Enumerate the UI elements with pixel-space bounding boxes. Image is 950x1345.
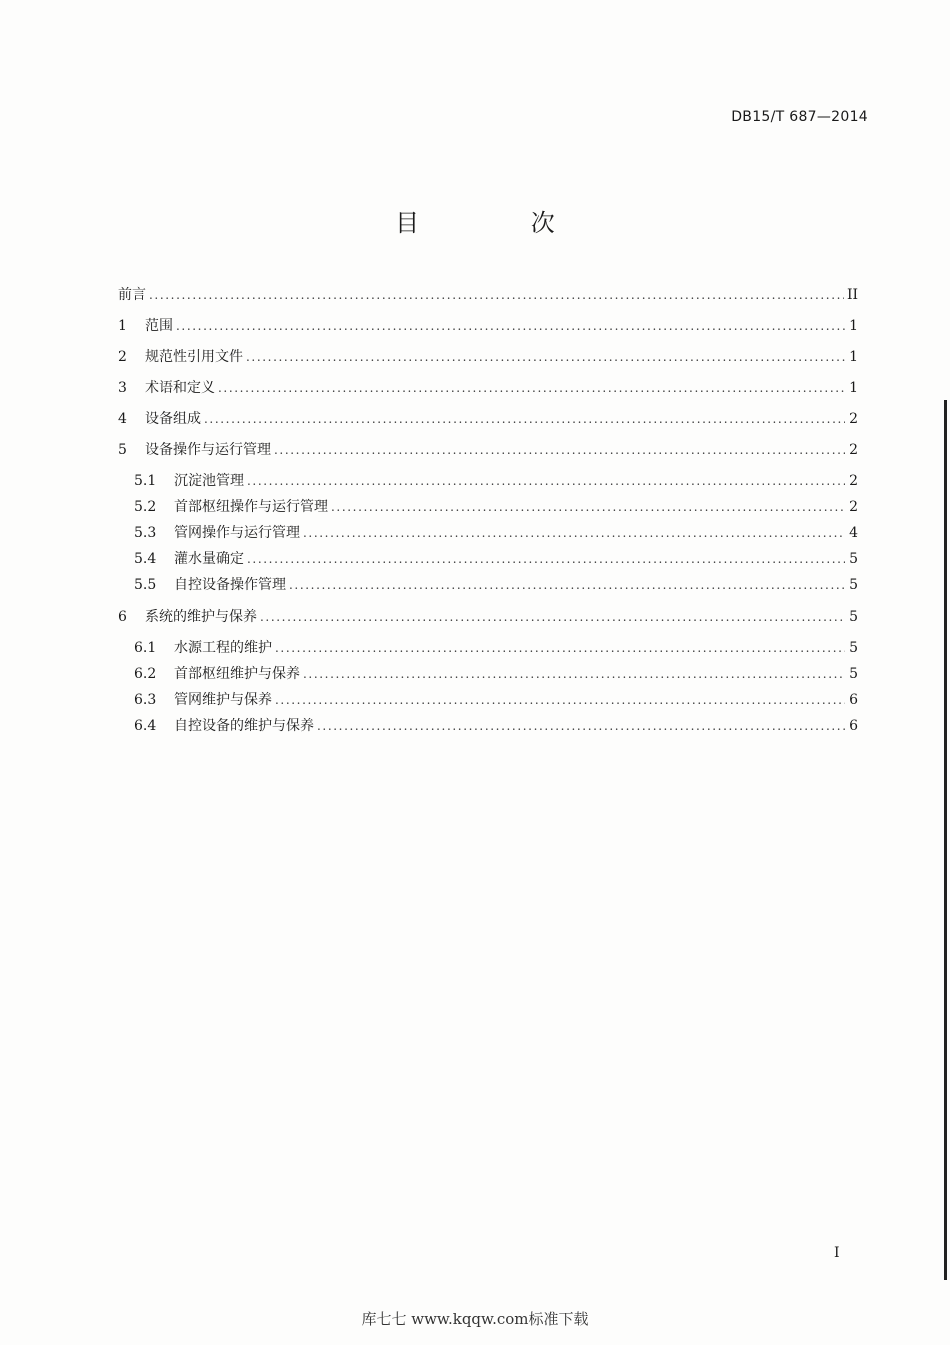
toc-entry-number: 1 (118, 318, 127, 334)
standard-code: DB15/T 687—2014 (731, 109, 868, 125)
toc-entry-number: 5.4 (134, 551, 157, 567)
toc-entry-label: 范围 (145, 318, 173, 334)
toc-entry-number: 5.3 (134, 525, 157, 541)
page-title: 目 次 (395, 209, 607, 237)
toc-leader-dots (289, 578, 845, 592)
toc-entry-page: 1 (849, 380, 858, 396)
watermark-text: 库七七 www.kqqw.com标准下载 (361, 1310, 589, 1328)
toc-leader-dots (303, 526, 845, 540)
toc-entry-label: 管网维护与保养 (174, 692, 272, 708)
toc-leader-dots (331, 500, 845, 514)
toc-entry-number: 4 (118, 411, 127, 427)
toc-entry-5-5[interactable] (134, 574, 858, 594)
toc-entry-number: 2 (118, 349, 127, 365)
toc-entry-number: 5.2 (134, 499, 157, 515)
toc-entry-page: 2 (849, 499, 858, 515)
toc-leader-dots (317, 719, 845, 733)
toc-entry-6-4[interactable] (134, 715, 858, 735)
toc-entry-5-3[interactable] (134, 522, 858, 542)
toc-entry-6-1[interactable] (134, 637, 858, 657)
toc-entry-6-3[interactable] (134, 689, 858, 709)
toc-entry-6-2[interactable] (134, 663, 858, 683)
toc-leader-dots (274, 443, 845, 457)
toc-entry-label: 规范性引用文件 (145, 349, 243, 365)
toc-entry-label: 设备组成 (145, 411, 201, 427)
toc-entry-label: 水源工程的维护 (174, 640, 272, 656)
toc-leader-dots (247, 474, 845, 488)
toc-entry-label: 术语和定义 (145, 380, 215, 396)
toc-entry-4[interactable] (118, 408, 858, 428)
toc-leader-dots (176, 319, 845, 333)
toc-entry-page: 5 (849, 609, 858, 625)
toc-entry-page: 2 (849, 473, 858, 489)
toc-entry-page: 5 (849, 666, 858, 682)
toc-entry-page: 6 (849, 718, 858, 734)
toc-entry-5[interactable] (118, 439, 858, 459)
toc-entry-number: 6.1 (134, 640, 157, 656)
toc-leader-dots (246, 350, 845, 364)
toc-entry-label: 首部枢纽维护与保养 (174, 666, 300, 682)
toc-leader-dots (260, 610, 845, 624)
toc-entry-label: 前言 (118, 287, 146, 303)
toc-entry-label: 设备操作与运行管理 (145, 442, 271, 458)
toc-leader-dots (149, 288, 844, 302)
toc-entry-number: 3 (118, 380, 127, 396)
toc-entry-page: 5 (849, 551, 858, 567)
toc-entry-label: 自控设备的维护与保养 (174, 718, 314, 734)
toc-entry-number: 6.4 (134, 718, 157, 734)
toc-entry-5-1[interactable] (134, 470, 858, 490)
toc-leader-dots (247, 552, 845, 566)
toc-entry-6[interactable] (118, 606, 858, 626)
toc-entry-page: 2 (849, 442, 858, 458)
toc-leader-dots (218, 381, 845, 395)
toc-entry-number: 6 (118, 609, 127, 625)
toc-entry-page: 5 (849, 577, 858, 593)
toc-entry-label: 首部枢纽操作与运行管理 (174, 499, 328, 515)
toc-entry-label: 系统的维护与保养 (145, 609, 257, 625)
toc-entry-1[interactable] (118, 315, 858, 335)
toc-entry-number: 5 (118, 442, 127, 458)
toc-leader-dots (303, 667, 845, 681)
toc-entry-3[interactable] (118, 377, 858, 397)
toc-entry-5-4[interactable] (134, 548, 858, 568)
page-folio: I (834, 1245, 840, 1261)
toc-entry-number: 5.5 (134, 577, 157, 593)
toc-entry-page: II (846, 287, 858, 303)
toc-entry-number: 5.1 (134, 473, 157, 489)
toc-entry-page: 6 (849, 692, 858, 708)
toc-entry-label: 管网操作与运行管理 (174, 525, 300, 541)
toc-entry-label: 沉淀池管理 (174, 473, 244, 489)
toc-entry-page: 4 (849, 525, 858, 541)
toc-entry-page: 1 (849, 318, 858, 334)
toc-entry-foreword[interactable] (118, 284, 858, 304)
toc-entry-label: 自控设备操作管理 (174, 577, 286, 593)
toc-leader-dots (275, 693, 845, 707)
toc-leader-dots (275, 641, 845, 655)
toc-entry-page: 1 (849, 349, 858, 365)
scan-edge-line (944, 400, 947, 1280)
toc-entry-page: 2 (849, 411, 858, 427)
toc-entry-page: 5 (849, 640, 858, 656)
toc-entry-number: 6.2 (134, 666, 157, 682)
toc-entry-number: 6.3 (134, 692, 157, 708)
toc-entry-5-2[interactable] (134, 496, 858, 516)
toc-leader-dots (204, 412, 845, 426)
toc-entry-label: 灌水量确定 (174, 551, 244, 567)
toc-entry-2[interactable] (118, 346, 858, 366)
